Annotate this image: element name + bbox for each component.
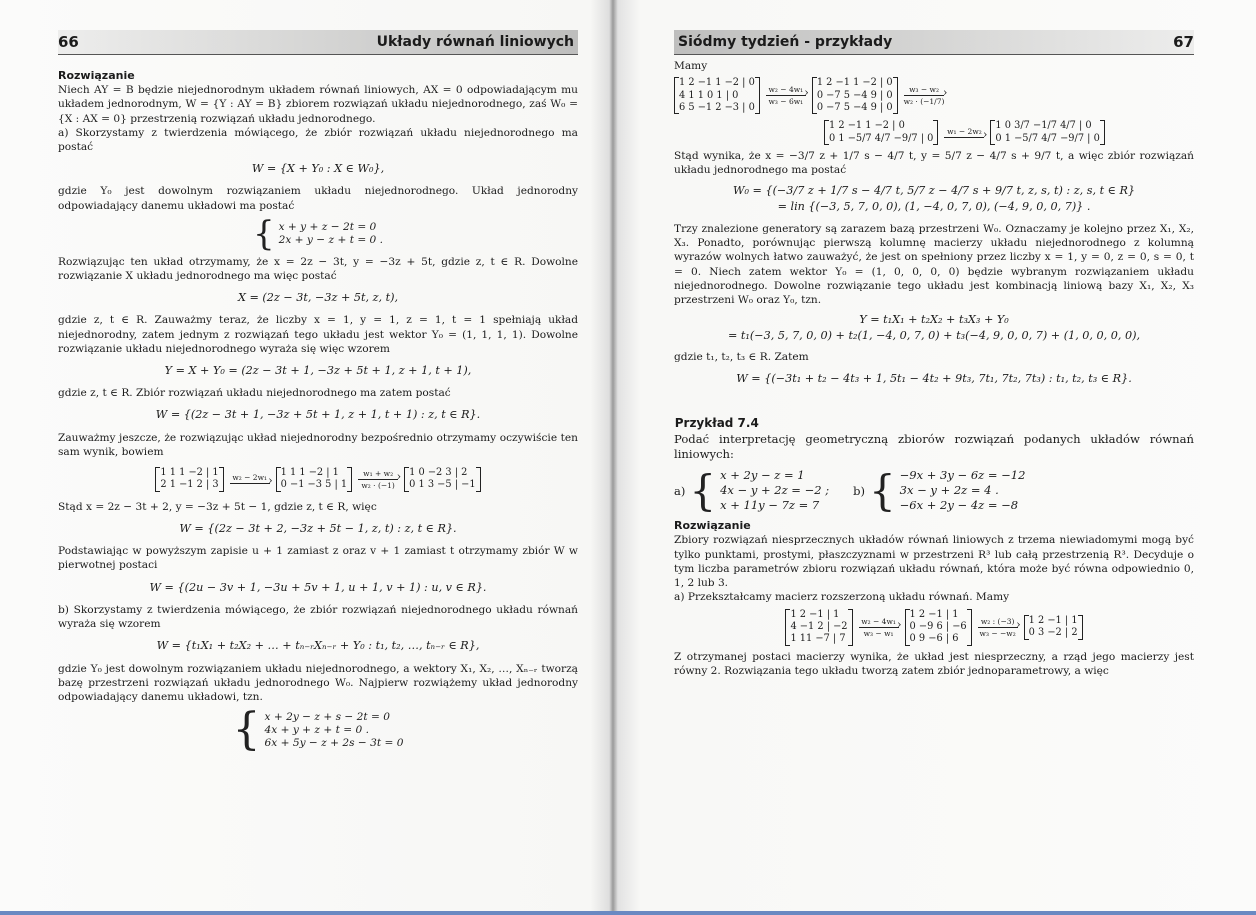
matrix bbox=[824, 120, 938, 145]
brace-icon: { bbox=[232, 704, 261, 756]
row-operation-arrow bbox=[766, 85, 806, 106]
matrix-reduction bbox=[58, 467, 578, 492]
row-operation-arrow bbox=[904, 85, 945, 106]
row-operation: w₁ + w₂ bbox=[363, 468, 394, 478]
paragraph: gdzie t₁, t₂, t₃ ∈ R. Zatem bbox=[674, 350, 809, 363]
matrix-row: 0 1 3 −5 | −1 bbox=[409, 479, 476, 491]
brace-icon: { bbox=[868, 465, 896, 515]
paragraph: gdzie Y₀ jest dowolnym rozwiązaniem układu niejednorodnego, a wektory X₁, X₂, …, Xₙ₋ᵣ tworzą bazę przestrzeni rozwiązań układu jednorodnego W₀. Najpierw rozwiążemy układ jednorodny odpowiadający danemu układowi, tzn. bbox=[58, 662, 578, 703]
example-heading: ● Przykład 7.4 bbox=[674, 416, 1194, 432]
matrix-row: 0 −7 5 −4 9 | 0 bbox=[816, 89, 893, 101]
matrix-row: 2 1 −1 2 | 3 bbox=[160, 479, 219, 491]
matrix-row: 1 1 1 −2 | 1 bbox=[160, 467, 219, 479]
right-page-body bbox=[674, 55, 1194, 678]
row-operation-arrow bbox=[358, 469, 398, 490]
equation: X = (2z − 3t, −3z + 5t, z, t), bbox=[237, 291, 399, 305]
row-operation: w₂ · (−1/7) bbox=[903, 97, 945, 107]
system-row: 2x + y − z + t = 0 . bbox=[278, 233, 384, 246]
matrix bbox=[785, 609, 852, 646]
matrix-row: 1 11 −7 | 7 bbox=[790, 633, 846, 645]
equation: Y = X + Y₀ = (2z − 3t + 1, −3z + 5t + 1, z + 1, t + 1), bbox=[164, 364, 472, 378]
equation: W = {t₁X₁ + t₂X₂ + … + tₙ₋ᵣXₙ₋ᵣ + Y₀ : t₁, t₂, …, tₙ₋ᵣ ∈ R}, bbox=[156, 639, 480, 653]
matrix-row: 1 2 −1 1 −2 | 0 bbox=[816, 77, 893, 89]
paragraph: Zauważmy jeszcze, że rozwiązując układ niejednorodny bezpośrednio otrzymamy oczywiście ten sam wynik, bowiem bbox=[58, 431, 578, 458]
equation-system-a bbox=[674, 465, 830, 515]
matrix bbox=[905, 609, 972, 646]
paragraph: b) Skorzystamy z twierdzenia mówiącego, że zbiór rozwiązań niejednorodnego układu równań wyraża się wzorem bbox=[58, 603, 578, 631]
matrix-reduction bbox=[674, 609, 1194, 646]
row-operation-arrow bbox=[978, 617, 1018, 638]
paragraph: Z otrzymanej postaci macierzy wynika, że układ jest niesprzeczny, a rząd jego macierzy jest równy 2. Rozwiązania tego układu tworzą zatem zbiór jednoparametrowy, a więc bbox=[674, 650, 1194, 677]
matrix-reduction bbox=[824, 120, 1194, 145]
matrix-row: 1 2 −1 1 −2 | 0 bbox=[829, 120, 905, 132]
matrix-row: 0 −1 −3 5 | 1 bbox=[280, 479, 348, 491]
matrix bbox=[990, 120, 1104, 145]
matrix-row: 0 −7 5 −4 9 | 0 bbox=[816, 102, 893, 114]
system-row: 3x − y + 2z = 4 . bbox=[899, 483, 999, 498]
equation: W₀ = {(−3/7 z + 1/7 s − 4/7 t, 5/7 z − 4/7 s + 9/7 t, z, s, t) : z, s, t ∈ R} bbox=[732, 183, 1136, 197]
paragraph: Podać interpretację geometryczną zbiorów rozwiązań podanych układów równań liniowych: bbox=[674, 432, 1194, 462]
page-number: 66 bbox=[58, 33, 79, 51]
section-heading: Rozwiązanie bbox=[674, 519, 751, 533]
equation-system bbox=[58, 704, 578, 756]
right-page-header bbox=[674, 30, 1194, 55]
row-operation-arrow bbox=[944, 127, 984, 139]
row-operation: w₃ − w₂ bbox=[909, 85, 939, 95]
brace-icon: { bbox=[689, 465, 717, 515]
row-operation: w₁ − 2w₂ bbox=[947, 126, 982, 136]
matrix bbox=[404, 467, 480, 492]
matrix bbox=[276, 467, 352, 492]
matrix-row: 1 1 1 −2 | 1 bbox=[280, 467, 339, 479]
system-row: 4x − y + 2z = −2 ; bbox=[720, 483, 830, 498]
matrix-row: 1 2 −1 | 1 bbox=[1028, 614, 1078, 626]
equation: W = {(2z − 3t + 2, −3z + 5t − 1, z, t) : z, t ∈ R}. bbox=[179, 522, 457, 536]
equation: = lin {(−3, 5, 7, 0, 0), (1, −4, 0, 7, 0), (−4, 9, 0, 0, 7)} . bbox=[777, 199, 1091, 213]
left-page-body bbox=[58, 69, 578, 756]
matrix-reduction bbox=[674, 77, 1194, 114]
system-row: −6x + 2y − 4z = −8 bbox=[899, 498, 1019, 513]
paragraph: Niech AY = B będzie niejednorodnym układem równań liniowych, AX = 0 odpowiadającym mu układem jednorodnym, W = {Y : AY = B} zbiorem rozwiązań układu niejednorodnego, zaś W₀ = {X : AX = 0} przestrzenią rozwiązań układu jednorodnego. bbox=[58, 84, 578, 125]
equation-system bbox=[58, 213, 578, 254]
matrix-row: 1 0 3/7 −1/7 4/7 | 0 bbox=[995, 120, 1092, 132]
matrix bbox=[812, 77, 898, 114]
left-page-header bbox=[58, 30, 578, 55]
equation: W = {(2z − 3t + 1, −3z + 5t + 1, z + 1, t + 1) : z, t ∈ R}. bbox=[155, 408, 481, 422]
paragraph: Stąd x = 2z − 3t + 2, y = −3z + 5t − 1, gdzie z, t ∈ R, więc bbox=[58, 500, 377, 513]
system-label: b) bbox=[853, 483, 865, 498]
matrix bbox=[674, 77, 760, 114]
example-systems bbox=[674, 465, 1194, 515]
matrix-row: 0 1 −5/7 4/7 −9/7 | 0 bbox=[829, 132, 934, 144]
system-row: x + 11y − 7z = 7 bbox=[720, 498, 820, 513]
matrix-row: 4 1 1 0 1 | 0 bbox=[679, 89, 739, 101]
paragraph: gdzie z, t ∈ R. Zbiór rozwiązań układu niejednorodnego ma zatem postać bbox=[58, 387, 451, 400]
equation: W = {(−3t₁ + t₂ − 4t₃ + 1, 5t₁ − 4t₂ + 9t₃, 7t₁, 7t₂, 7t₃) : t₁, t₂, t₃ ∈ R}. bbox=[736, 371, 1132, 385]
paragraph: Zbiory rozwiązań niesprzecznych układów równań liniowych z trzema niewiadomymi mogą być tylko punktami, prostymi, płaszczyznami w przestrzeni R³ lub całą przestrzenią R³. Decyduje o tym liczba parametrów zbioru rozwiązań układu równań, która może być równa odpowiednio 0, 1, 2 lub 3. bbox=[674, 534, 1194, 590]
equation-system-b bbox=[853, 465, 1026, 515]
equation: W = {(2u − 3v + 1, −3u + 5v + 1, u + 1, v + 1) : u, v ∈ R}. bbox=[149, 580, 487, 594]
row-operation: w₃ − w₁ bbox=[863, 628, 894, 638]
running-title: Siódmy tydzień - przykłady bbox=[678, 34, 893, 50]
system-label: a) bbox=[674, 483, 686, 498]
equation: Y = t₁X₁ + t₂X₂ + t₃X₃ + Y₀ bbox=[859, 313, 1009, 327]
matrix bbox=[155, 467, 223, 492]
matrix-row: 0 3 −2 | 2 bbox=[1028, 627, 1078, 639]
paragraph: gdzie z, t ∈ R. Zauważmy teraz, że liczby x = 1, y = 1, z = 1, t = 1 spełniają układ niejednorodny, zatem jednym z rozwiązań tego układu jest wektor Y₀ = (1, 1, 1, 1). Dowolne rozwiązanie układu niejednorodnego wyraża się więc wzorem bbox=[58, 314, 578, 355]
row-operation: w₂ − 4w₁ bbox=[861, 616, 896, 626]
paragraph: Stąd wynika, że x = −3/7 z + 1/7 s − 4/7 t, y = 5/7 z − 4/7 s + 9/7 t, a więc zbiór rozwiązań układu jednorodnego ma postać bbox=[674, 150, 1194, 177]
paragraph: gdzie Y₀ jest dowolnym rozwiązaniem układu niejednorodnego. Układ jednorodny odpowiadający danemu układowi ma postać bbox=[58, 185, 578, 212]
running-title: Układy równań liniowych bbox=[376, 34, 574, 50]
row-operation: w₃ − −w₂ bbox=[979, 628, 1016, 638]
section-heading: Rozwiązanie bbox=[58, 69, 135, 82]
matrix-row: 1 2 −1 | 1 bbox=[790, 608, 840, 620]
paragraph: a) Skorzystamy z twierdzenia mówiącego, że zbiór rozwiązań układu niejednorodnego ma postać bbox=[58, 126, 578, 154]
system-row: x + 2y − z = 1 bbox=[720, 468, 805, 483]
row-operation: w₂ − 4w₁ bbox=[768, 85, 804, 95]
paragraph: a) Przekształcamy macierz rozszerzoną układu równań. Mamy bbox=[674, 591, 1010, 604]
paragraph: Rozwiązując ten układ otrzymamy, że x = 2z − 3t, y = −3z + 5t, gdzie z, t ∈ R. Dowolne rozwiązanie X układu jednorodnego ma więc postać bbox=[58, 255, 578, 283]
right-page bbox=[674, 30, 1194, 910]
system-row: x + 2y − z + s − 2t = 0 bbox=[264, 710, 391, 723]
matrix-row: 0 −9 6 | −6 bbox=[909, 620, 967, 632]
matrix-row: 1 2 −1 1 −2 | 0 bbox=[679, 77, 755, 89]
row-operation: w₂ · (−1) bbox=[361, 480, 395, 490]
paragraph: Podstawiając w powyższym zapisie u + 1 zamiast z oraz v + 1 zamiast t otrzymamy zbiór W w pierwotnej postaci bbox=[58, 545, 578, 572]
matrix-row: 6 5 −1 2 −3 | 0 bbox=[679, 102, 755, 114]
system-row: x + y + z − 2t = 0 bbox=[278, 220, 377, 233]
matrix-row: 1 2 −1 | 1 bbox=[909, 608, 959, 620]
matrix-row: 0 9 −6 | 6 bbox=[909, 633, 959, 645]
system-row: −9x + 3y − 6z = −12 bbox=[899, 468, 1026, 483]
page-number: 67 bbox=[1173, 33, 1194, 51]
row-operation: w₃ − 6w₁ bbox=[768, 97, 804, 107]
left-page bbox=[58, 30, 578, 910]
paragraph: Mamy bbox=[674, 60, 708, 72]
row-operation-arrow bbox=[859, 617, 899, 638]
system-row: 4x + y + z + t = 0 . bbox=[264, 723, 369, 736]
paragraph: Trzy znalezione generatory są zarazem bazą przestrzeni W₀. Oznaczamy je kolejno przez X₁, X₂, X₃. Ponadto, porównując pierwszą kolumnę macierzy układu niejednorodnego z kolumną wyrazów wolnych łatwo zauważyć, że jest on spełniony przez liczby x = 1, y = 0, z = 0, s = 0, t = 0. Niech zatem wektor Y₀ = (1, 0, 0, 0, 0) będzie wybranym rozwiązaniem układu niejednorodnego. Dowolne rozwiązanie tego układu jest kombinacją liniową bazy X₁, X₂, X₃ przestrzeni W₀ oraz Y₀, tzn. bbox=[674, 223, 1194, 307]
equation: = t₁(−3, 5, 7, 0, 0) + t₂(1, −4, 0, 7, 0) + t₃(−4, 9, 0, 0, 7) + (1, 0, 0, 0, 0), bbox=[727, 329, 1141, 343]
matrix-row: 1 0 −2 3 | 2 bbox=[409, 467, 468, 479]
brace-icon: { bbox=[252, 213, 275, 254]
row-operation: w₂ − 2w₁ bbox=[232, 473, 267, 483]
row-operation: w₂ : (−3) bbox=[980, 616, 1015, 626]
matrix bbox=[1024, 615, 1083, 640]
system-row: 6x + 5y − z + 2s − 3t = 0 bbox=[264, 736, 404, 749]
row-operation-arrow bbox=[230, 473, 270, 485]
equation: W = {X + Y₀ : X ∈ W₀}, bbox=[251, 162, 385, 176]
matrix-row: 4 −1 2 | −2 bbox=[790, 620, 848, 632]
matrix-row: 0 1 −5/7 4/7 −9/7 | 0 bbox=[995, 132, 1100, 144]
scan-edge bbox=[0, 911, 1256, 915]
